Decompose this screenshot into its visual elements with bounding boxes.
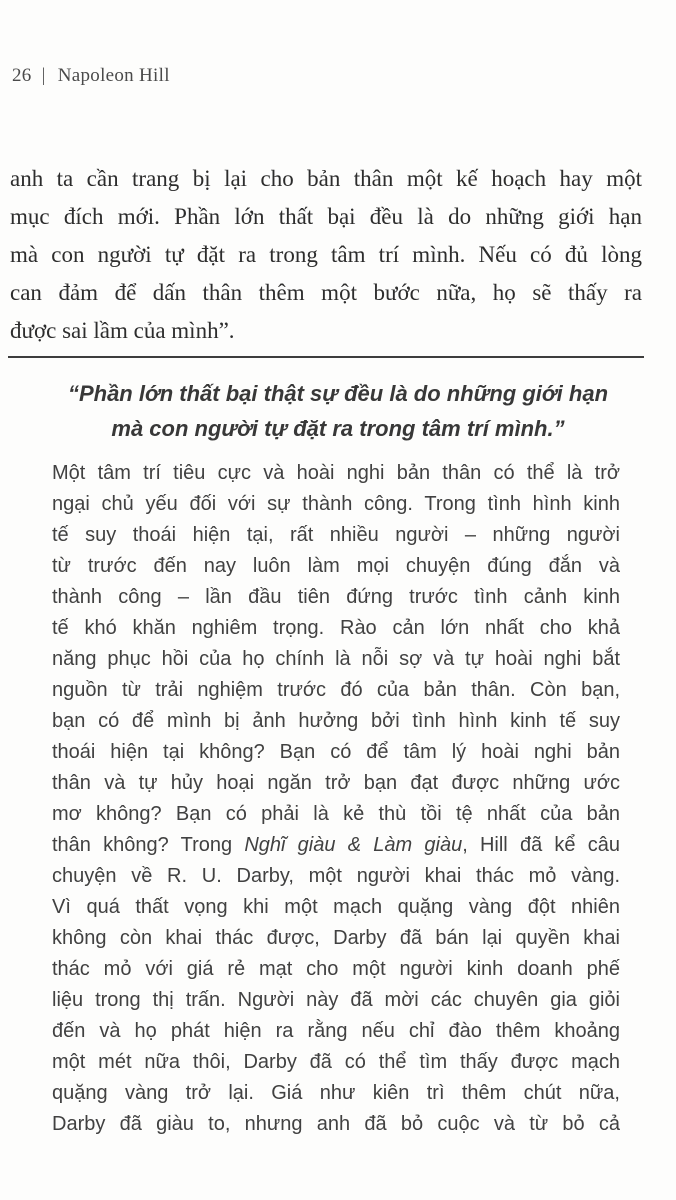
text-line: bạn có để mình bị ảnh hưởng bởi tình hình kinh tế suy bbox=[52, 710, 620, 732]
text-line: thân và tự hủy hoại ngăn trở bạn đạt được những ước bbox=[52, 772, 620, 794]
text-line: ngại chủ yếu đối với sự thành công. Trong tình hình kinh bbox=[52, 493, 620, 515]
running-title: Napoleon Hill bbox=[57, 65, 170, 86]
text-line: thoái hiện tại không? Bạn có để tâm lý hoài nghi bản bbox=[52, 741, 620, 763]
text-line: năng phục hồi của họ chính là nỗi sợ và tự hoài nghi bắt bbox=[52, 648, 620, 670]
pull-quote bbox=[0, 376, 676, 446]
text-line: thác mỏ với giá rẻ mạt cho một người kinh doanh phế bbox=[52, 958, 620, 980]
text-line: mục đích mới. Phần lớn thất bại đều là do những giới hạn bbox=[10, 204, 642, 229]
text-line: anh ta cần trang bị lại cho bản thân một kế hoạch hay một bbox=[10, 166, 642, 191]
quote-line: mà con người tự đặt ra trong tâm trí mình.” bbox=[111, 416, 565, 441]
text-line: liệu trong thị trấn. Người này đã mời các chuyên gia giỏi bbox=[52, 989, 620, 1011]
text-line: được sai lầm của mình”. bbox=[10, 318, 235, 343]
intro-paragraph bbox=[10, 160, 642, 350]
text-segment: , Hill đã kể câu bbox=[462, 834, 621, 856]
text-line: mà con người tự đặt ra trong tâm trí mình. Nếu có đủ lòng bbox=[10, 242, 642, 267]
text-line: can đảm để dấn thân thêm một bước nữa, họ sẽ thấy ra bbox=[10, 280, 642, 305]
text-line-with-book-title bbox=[52, 830, 620, 861]
running-header bbox=[12, 64, 170, 88]
text-line: Vì quá thất vọng khi một mạch quặng vàng đột nhiên bbox=[52, 896, 620, 918]
header-separator: | bbox=[41, 65, 46, 86]
text-line: tế suy thoái hiện tại, rất nhiều người – những người bbox=[52, 524, 620, 546]
body-paragraph bbox=[52, 458, 620, 1140]
text-line: nguồn từ trải nghiệm trước đó của bản thân. Còn bạn, bbox=[52, 679, 620, 701]
text-line: chuyện về R. U. Darby, một người khai thác mỏ vàng. bbox=[52, 865, 620, 887]
text-line: tế khó khăn nghiêm trọng. Rào cản lớn nhất cho khả bbox=[52, 617, 620, 639]
text-line: thành công – lần đầu tiên đứng trước tình cảnh kinh bbox=[52, 586, 620, 608]
text-line: quặng vàng trở lại. Giá như kiên trì thêm chút nữa, bbox=[52, 1082, 620, 1104]
text-line: mơ không? Bạn có phải là kẻ thù tồi tệ nhất của bản bbox=[52, 803, 620, 825]
book-title-italic: Nghĩ giàu & Làm giàu bbox=[244, 834, 463, 856]
text-line: Darby đã giàu to, nhưng anh đã bỏ cuộc và từ bỏ cả bbox=[52, 1113, 620, 1135]
text-line: từ trước đến nay luôn làm mọi chuyện đúng đắn và bbox=[52, 555, 620, 577]
quote-line: “Phần lớn thất bại thật sự đều là do những giới hạn bbox=[67, 381, 609, 406]
text-segment: thân không? Trong bbox=[52, 834, 245, 856]
text-line: đến và họ phát hiện ra rằng nếu chỉ đào thêm khoảng bbox=[52, 1020, 620, 1042]
text-line: một mét nữa thôi, Darby đã có thể tìm thấy được mạch bbox=[52, 1051, 620, 1073]
text-line: không còn khai thác được, Darby đã bán lại quyền khai bbox=[52, 927, 620, 949]
section-divider bbox=[8, 356, 644, 358]
page-number: 26 bbox=[12, 65, 32, 86]
text-line: Một tâm trí tiêu cực và hoài nghi bản thân có thể là trở bbox=[52, 462, 620, 484]
